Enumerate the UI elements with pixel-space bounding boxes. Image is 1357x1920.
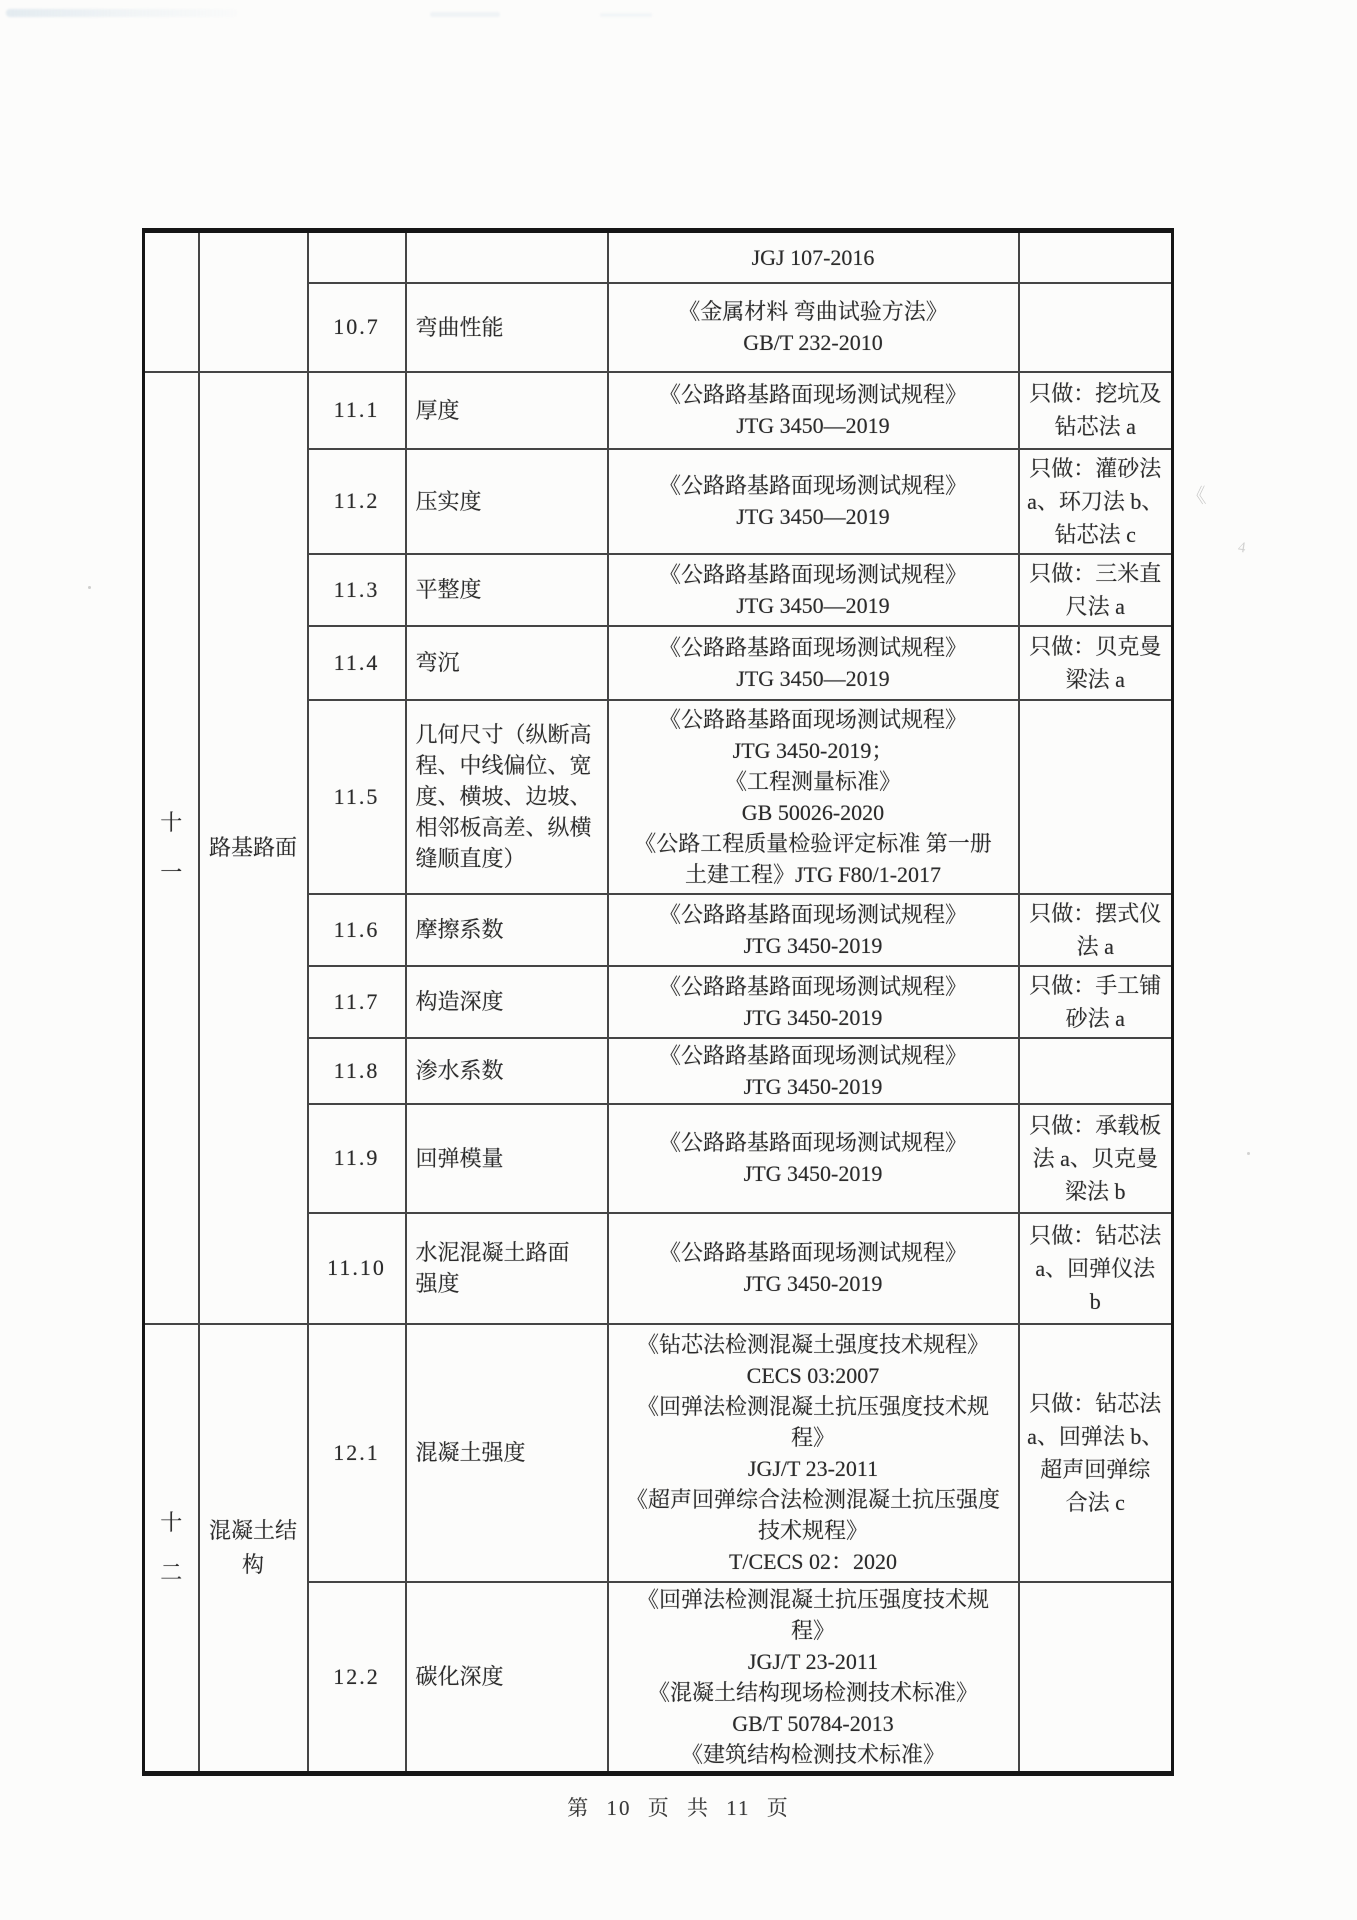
- cell-11-3-parameter: 平整度: [406, 554, 608, 626]
- cell-11-1-remark: 只做：挖坑及 钻芯法 a: [1019, 372, 1173, 449]
- table-row-10-6-continuation: [144, 231, 1173, 283]
- cell-11-3-remark: 只做：三米直 尺法 a: [1019, 554, 1173, 626]
- cell-11-3-standard: 《公路路基路面现场测试规程》 JTG 3450—2019: [608, 554, 1019, 626]
- cell-12-2-parameter: 碳化深度: [406, 1582, 608, 1774]
- cell-10-6-continuation-remark: [1019, 231, 1173, 283]
- cell-11-9-standard: 《公路路基路面现场测试规程》 JTG 3450-2019: [608, 1104, 1019, 1213]
- cell-11-6-item-number: 11.6: [308, 894, 406, 966]
- cell-11-5-standard: 《公路路基路面现场测试规程》 JTG 3450-2019； 《工程测量标准》 GB 50026-2020 《公路工程质量检验评定标准 第一册 土建工程》JTG F80/1-2017: [608, 700, 1019, 894]
- cell-11-6-standard: 《公路路基路面现场测试规程》 JTG 3450-2019: [608, 894, 1019, 966]
- table-row-12-1: [144, 1324, 1173, 1582]
- cell-11-7-item-number: 11.7: [308, 966, 406, 1038]
- scan-speck-artifact: [88, 586, 91, 589]
- cell-11-6-remark: 只做：摆式仪 法 a: [1019, 894, 1173, 966]
- scan-smudge-artifact: [6, 9, 238, 17]
- cell-11-10-parameter: 水泥混凝土路面 强度: [406, 1213, 608, 1324]
- testing-capability-table: [142, 228, 1174, 1776]
- cell-11-1-standard: 《公路路基路面现场测试规程》 JTG 3450—2019: [608, 372, 1019, 449]
- cell-11-1-section-name: 路基路面: [199, 372, 308, 1324]
- cell-12-1-remark: 只做：钻芯法 a、回弹法 b、 超声回弹综 合法 c: [1019, 1324, 1173, 1582]
- cell-10-6-continuation-item-number: [308, 231, 406, 283]
- cell-11-7-parameter: 构造深度: [406, 966, 608, 1038]
- cell-11-8-remark: [1019, 1038, 1173, 1104]
- cell-11-2-parameter: 压实度: [406, 449, 608, 554]
- table-row-11-1: [144, 372, 1173, 449]
- cell-10-6-continuation-section-name: [199, 231, 308, 372]
- cell-11-1-parameter: 厚度: [406, 372, 608, 449]
- cell-11-2-item-number: 11.2: [308, 449, 406, 554]
- cell-11-8-standard: 《公路路基路面现场测试规程》 JTG 3450-2019: [608, 1038, 1019, 1104]
- cell-11-1-section-number: 十 一: [144, 372, 199, 1324]
- cell-12-1-standard: 《钻芯法检测混凝土强度技术规程》 CECS 03:2007 《回弹法检测混凝土抗压强度技术规 程》 JGJ/T 23-2011 《超声回弹综合法检测混凝土抗压强度 技术规程》 T/CECS 02：2020: [608, 1324, 1019, 1582]
- cell-10-6-continuation-standard: JGJ 107-2016: [608, 231, 1019, 283]
- page-number-footer: 第 10 页 共 11 页: [567, 1796, 790, 1820]
- cell-10-7-item-number: 10.7: [308, 283, 406, 372]
- cell-11-4-item-number: 11.4: [308, 626, 406, 700]
- cell-10-7-remark: [1019, 283, 1173, 372]
- cell-11-5-parameter: 几何尺寸（纵断高 程、中线偏位、宽 度、横坡、边坡、 相邻板高差、纵横 缝顺直度）: [406, 700, 608, 894]
- scan-smudge-artifact: [600, 13, 652, 17]
- cell-11-10-remark: 只做：钻芯法 a、回弹仪法 b: [1019, 1213, 1173, 1324]
- cell-12-1-item-number: 12.1: [308, 1324, 406, 1582]
- cell-11-2-remark: 只做：灌砂法 a、环刀法 b、 钻芯法 c: [1019, 449, 1173, 554]
- cell-11-5-remark: [1019, 700, 1173, 894]
- cell-11-6-parameter: 摩擦系数: [406, 894, 608, 966]
- cell-11-9-item-number: 11.9: [308, 1104, 406, 1213]
- cell-11-1-item-number: 11.1: [308, 372, 406, 449]
- cell-11-8-parameter: 渗水系数: [406, 1038, 608, 1104]
- cell-11-2-standard: 《公路路基路面现场测试规程》 JTG 3450—2019: [608, 449, 1019, 554]
- cell-10-6-continuation-parameter: [406, 231, 608, 283]
- cell-11-4-standard: 《公路路基路面现场测试规程》 JTG 3450—2019: [608, 626, 1019, 700]
- cell-12-1-section-number: 十 二: [144, 1324, 199, 1774]
- cell-12-1-parameter: 混凝土强度: [406, 1324, 608, 1582]
- cell-12-2-standard: 《回弹法检测混凝土抗压强度技术规 程》 JGJ/T 23-2011 《混凝土结构现场检测技术标准》 GB/T 50784-2013 《建筑结构检测技术标准》: [608, 1582, 1019, 1774]
- cell-11-9-parameter: 回弹模量: [406, 1104, 608, 1213]
- scan-speck-artifact: [1247, 1152, 1250, 1155]
- scan-speck-artifact: 4: [1236, 539, 1247, 557]
- cell-11-4-remark: 只做：贝克曼 梁法 a: [1019, 626, 1173, 700]
- cell-11-7-remark: 只做：手工铺 砂法 a: [1019, 966, 1173, 1038]
- cell-11-10-item-number: 11.10: [308, 1213, 406, 1324]
- cell-10-6-continuation-section-number: [144, 231, 199, 372]
- scan-speck-artifact: 《: [1185, 485, 1207, 509]
- cell-10-7-parameter: 弯曲性能: [406, 283, 608, 372]
- scan-smudge-artifact: [430, 12, 500, 17]
- cell-11-4-parameter: 弯沉: [406, 626, 608, 700]
- cell-12-2-remark: [1019, 1582, 1173, 1774]
- cell-11-10-standard: 《公路路基路面现场测试规程》 JTG 3450-2019: [608, 1213, 1019, 1324]
- cell-11-7-standard: 《公路路基路面现场测试规程》 JTG 3450-2019: [608, 966, 1019, 1038]
- cell-11-9-remark: 只做：承载板 法 a、贝克曼 梁法 b: [1019, 1104, 1173, 1213]
- cell-10-7-standard: 《金属材料 弯曲试验方法》 GB/T 232-2010: [608, 283, 1019, 372]
- cell-11-3-item-number: 11.3: [308, 554, 406, 626]
- cell-11-5-item-number: 11.5: [308, 700, 406, 894]
- cell-11-8-item-number: 11.8: [308, 1038, 406, 1104]
- cell-12-2-item-number: 12.2: [308, 1582, 406, 1774]
- cell-12-1-section-name: 混凝土结 构: [199, 1324, 308, 1774]
